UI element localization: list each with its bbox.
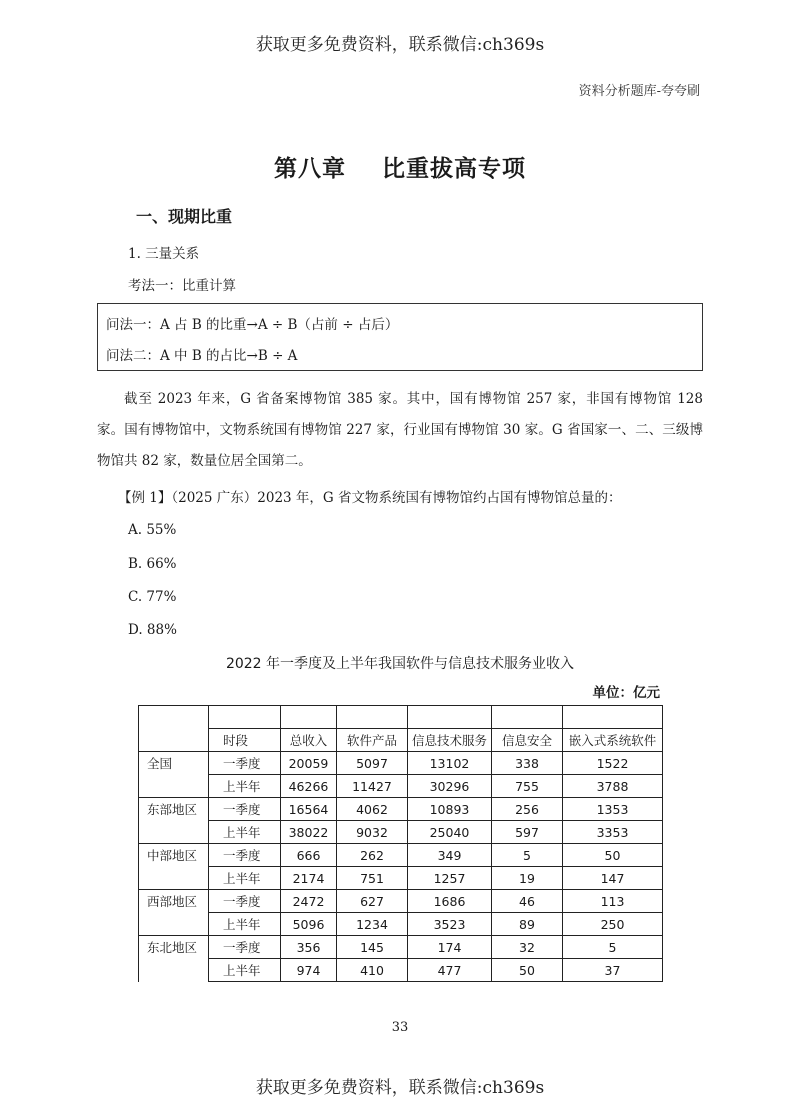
region-cell: 中部地区 (139, 844, 209, 867)
table-row (139, 959, 663, 982)
value-cell: 751 (337, 867, 408, 890)
value-cell: 1234 (337, 913, 408, 936)
value-cell: 250 (563, 913, 663, 936)
table-row (139, 821, 663, 844)
value-cell: 974 (281, 959, 337, 982)
watermark-top: 获取更多免费资料，联系微信:ch369s (255, 35, 545, 55)
option-a: A. 55% (128, 522, 177, 538)
value-cell: 2472 (281, 890, 337, 913)
value-cell: 16564 (281, 798, 337, 821)
value-cell: 2174 (281, 867, 337, 890)
value-cell: 3353 (563, 821, 663, 844)
chapter-title: 第八章 比重拔高专项 (273, 155, 527, 182)
period-cell: 上半年 (209, 913, 281, 936)
value-cell: 38022 (281, 821, 337, 844)
table-row (139, 798, 663, 821)
table-unit: 单位：亿元 (592, 685, 660, 701)
value-cell: 46 (492, 890, 563, 913)
material-passage: 截至 2023 年来，G 省备案博物馆 385 家。其中，国有博物馆 257 家，非国有博物馆 128 家。国有博物馆中，文物系统国有博物馆 227 家，行业国有博物馆 30 家。G 省国家一、二、三级博物馆共 82 家，数量位居全国第二。 (97, 391, 703, 469)
region-cell (139, 959, 209, 982)
method-box-line-1: 问法一：A 占 B 的比重→A ÷ B（占前 ÷ 占后） (106, 317, 399, 333)
value-cell: 256 (492, 798, 563, 821)
value-cell: 113 (563, 890, 663, 913)
value-cell: 30296 (408, 775, 492, 798)
value-cell: 50 (563, 844, 663, 867)
table-row (139, 867, 663, 890)
value-cell: 147 (563, 867, 663, 890)
value-cell: 3788 (563, 775, 663, 798)
region-cell: 东北地区 (139, 936, 209, 959)
value-cell: 13102 (408, 752, 492, 775)
table-row (139, 913, 663, 936)
value-cell: 666 (281, 844, 337, 867)
value-cell: 349 (408, 844, 492, 867)
period-cell: 一季度 (209, 936, 281, 959)
header-label: 资料分析题库-夸夸刷 (578, 84, 700, 99)
value-cell: 174 (408, 936, 492, 959)
table-cell (139, 706, 209, 729)
table-cell (492, 706, 563, 729)
revenue-table (138, 705, 663, 982)
period-cell: 上半年 (209, 775, 281, 798)
period-cell: 一季度 (209, 798, 281, 821)
method-box-line-2: 问法二：A 中 B 的占比→B ÷ A (106, 348, 298, 364)
header-cell: 嵌入式系统软件 (563, 729, 663, 752)
header-cell: 信息技术服务 (408, 729, 492, 752)
value-cell: 5096 (281, 913, 337, 936)
value-cell: 755 (492, 775, 563, 798)
period-cell: 一季度 (209, 844, 281, 867)
value-cell: 410 (337, 959, 408, 982)
method-title: 考法一：比重计算 (128, 278, 236, 294)
header-cell (139, 729, 209, 752)
period-cell: 一季度 (209, 890, 281, 913)
table-body (139, 706, 663, 982)
value-cell: 19 (492, 867, 563, 890)
method-box (97, 303, 703, 371)
example-question: 【例 1】（2025 广东）2023 年，G 省文物系统国有博物馆约占国有博物馆总量的： (118, 490, 622, 506)
table-spacer-row (139, 706, 663, 729)
watermark-bottom: 获取更多免费资料，联系微信:ch369s (255, 1078, 545, 1098)
value-cell: 356 (281, 936, 337, 959)
value-cell: 32 (492, 936, 563, 959)
value-cell: 20059 (281, 752, 337, 775)
table-row (139, 936, 663, 959)
section-title: 一、现期比重 (136, 207, 233, 226)
period-cell: 一季度 (209, 752, 281, 775)
region-cell: 全国 (139, 752, 209, 775)
table-row (139, 890, 663, 913)
subsection-title: 1. 三量关系 (128, 246, 200, 262)
period-cell: 上半年 (209, 867, 281, 890)
value-cell: 1353 (563, 798, 663, 821)
value-cell: 1522 (563, 752, 663, 775)
table-cell (281, 706, 337, 729)
value-cell: 262 (337, 844, 408, 867)
value-cell: 89 (492, 913, 563, 936)
value-cell: 597 (492, 821, 563, 844)
header-cell: 信息安全 (492, 729, 563, 752)
option-b: B. 66% (128, 556, 177, 572)
value-cell: 145 (337, 936, 408, 959)
value-cell: 338 (492, 752, 563, 775)
value-cell: 5097 (337, 752, 408, 775)
value-cell: 37 (563, 959, 663, 982)
value-cell: 46266 (281, 775, 337, 798)
table-cell (563, 706, 663, 729)
period-cell: 上半年 (209, 821, 281, 844)
header-cell: 总收入 (281, 729, 337, 752)
value-cell: 627 (337, 890, 408, 913)
header-cell: 软件产品 (337, 729, 408, 752)
table-title: 2022 年一季度及上半年我国软件与信息技术服务业收入 (225, 656, 575, 672)
value-cell: 5 (492, 844, 563, 867)
region-cell: 西部地区 (139, 890, 209, 913)
region-cell (139, 821, 209, 844)
value-cell: 10893 (408, 798, 492, 821)
value-cell: 3523 (408, 913, 492, 936)
value-cell: 5 (563, 936, 663, 959)
value-cell: 9032 (337, 821, 408, 844)
region-cell: 东部地区 (139, 798, 209, 821)
value-cell: 11427 (337, 775, 408, 798)
value-cell: 1686 (408, 890, 492, 913)
table-row (139, 844, 663, 867)
table-row (139, 752, 663, 775)
table-header-row (139, 729, 663, 752)
table-cell (337, 706, 408, 729)
header-cell: 时段 (209, 729, 281, 752)
region-cell (139, 913, 209, 936)
value-cell: 1257 (408, 867, 492, 890)
page-number: 33 (391, 1020, 409, 1035)
table-cell (408, 706, 492, 729)
value-cell: 50 (492, 959, 563, 982)
table-cell (209, 706, 281, 729)
option-c: C. 77% (128, 589, 177, 605)
value-cell: 477 (408, 959, 492, 982)
table-row (139, 775, 663, 798)
value-cell: 4062 (337, 798, 408, 821)
region-cell (139, 775, 209, 798)
value-cell: 25040 (408, 821, 492, 844)
region-cell (139, 867, 209, 890)
option-d: D. 88% (128, 622, 177, 638)
period-cell: 上半年 (209, 959, 281, 982)
